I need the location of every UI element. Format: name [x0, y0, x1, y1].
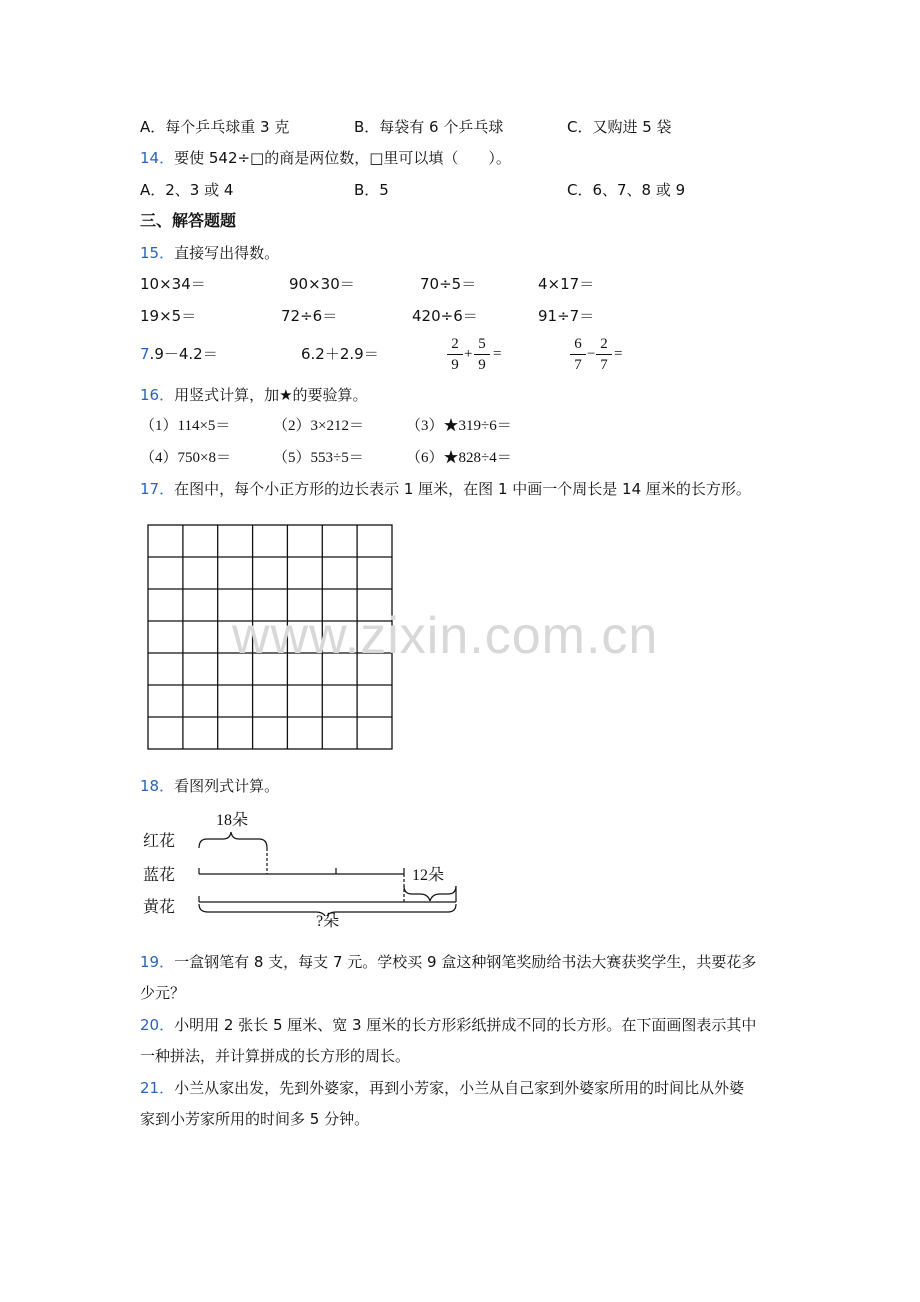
- calc-item: 19×5＝: [140, 307, 197, 325]
- fraction: [596, 336, 612, 373]
- calc-item: 91÷7＝: [538, 307, 595, 325]
- question-text: 看图列式计算。: [174, 777, 280, 795]
- calc-item: 10×34＝: [140, 275, 206, 293]
- equals: =: [493, 346, 502, 362]
- calc-item: 4×17＝: [538, 275, 595, 293]
- vertical-calc-item: （5）553÷5＝: [273, 450, 364, 466]
- fraction: [474, 336, 490, 373]
- question-20-cont: 一种拼法，并计算拼成的长方形的周长。: [140, 1047, 411, 1065]
- question-18: [140, 776, 279, 796]
- question-21-cont: 家到小芳家所用的时间多 5 分钟。: [140, 1110, 370, 1128]
- question-text-line1: 小明用 2 张长 5 厘米、宽 3 厘米的长方形彩纸拼成不同的长方形。在下面画图表示其中: [174, 1016, 757, 1034]
- question-19: [140, 952, 756, 972]
- calc-item: 70÷5＝: [420, 275, 477, 293]
- calc-item: 420÷6＝: [412, 307, 478, 325]
- question-16: [140, 385, 368, 405]
- question-21: [140, 1078, 744, 1098]
- yellow-count-label: ?朵: [316, 913, 340, 930]
- vertical-calc-item: （6）★828÷4＝: [406, 450, 512, 466]
- question-20: [140, 1015, 756, 1035]
- denominator: 9: [478, 357, 486, 373]
- fraction: [447, 336, 463, 373]
- denominator: 7: [600, 357, 608, 373]
- fraction: [570, 336, 586, 373]
- operator: −: [587, 346, 596, 362]
- numerator: 6: [574, 336, 582, 352]
- q14-option-b: B．5: [354, 181, 389, 199]
- equals: =: [614, 346, 623, 362]
- question-text: 直接写出得数。: [174, 244, 280, 262]
- extra-count-label: 12朵: [412, 867, 445, 884]
- question-number: 17．: [140, 480, 175, 498]
- question-number: 15．: [140, 244, 175, 262]
- numerator: 2: [600, 336, 608, 352]
- vertical-calc-item: （3）★319÷6＝: [406, 418, 512, 434]
- question-number: 19．: [140, 953, 175, 971]
- vertical-calc-item: （1）114×5＝: [140, 418, 231, 434]
- question-number: 21．: [140, 1079, 175, 1097]
- question-text-line1: 一盒钢笔有 8 支，每支 7 元。学校买 9 盒这种钢笔奖励给书法大赛获奖学生，共要花多: [174, 953, 757, 971]
- question-number: 14．: [140, 149, 175, 167]
- numerator: 5: [478, 336, 486, 352]
- q14-option-c: C．6、7、8 或 9: [567, 181, 686, 199]
- red-count-label: 18朵: [216, 812, 249, 829]
- calc-item: 90×30＝: [289, 275, 355, 293]
- calc-item: 72÷6＝: [281, 307, 338, 325]
- question-text: 在图中，每个小正方形的边长表示 1 厘米，在图 1 中画一个周长是 14 厘米的长方形。: [174, 480, 751, 498]
- vertical-calc-item: （4）750×8＝: [140, 450, 231, 466]
- question-17: [140, 479, 751, 499]
- operator: +: [464, 346, 473, 362]
- q13-option-c: C．又购进 5 袋: [567, 118, 672, 136]
- calc-first-digit: 7: [140, 345, 150, 363]
- question-number: 20．: [140, 1016, 175, 1034]
- denominator: 9: [451, 357, 459, 373]
- section-heading: 三、解答题题: [140, 211, 237, 230]
- label-red-flower: 红花: [143, 833, 176, 850]
- question-text: 用竖式计算，加★的要验算。: [174, 386, 368, 404]
- question-19-cont: 少元？: [140, 984, 186, 1002]
- q13-option-b: B．每袋有 6 个乒乓球: [354, 118, 504, 136]
- question-text: 要使 542÷□的商是两位数，□里可以填（ ）。: [174, 149, 511, 167]
- question-14: [140, 148, 511, 168]
- question-number: 16．: [140, 386, 175, 404]
- numerator: 2: [451, 336, 459, 352]
- calc-item: 6.2＋2.9＝: [301, 345, 379, 363]
- calc-rest: .9－4.2＝: [149, 345, 218, 363]
- line-segment-diagram: [190, 826, 470, 916]
- question-number: 18．: [140, 777, 175, 795]
- vertical-calc-item: （2）3×212＝: [273, 418, 364, 434]
- denominator: 7: [574, 357, 582, 373]
- question-15: [140, 243, 279, 263]
- label-blue-flower: 蓝花: [143, 867, 176, 884]
- q13-option-a: A．每个乒乓球重 3 克: [140, 118, 290, 136]
- q14-option-a: A．2、3 或 4: [140, 181, 234, 199]
- watermark: www.zixin.com.cn: [232, 607, 659, 665]
- question-text-line1: 小兰从家出发，先到外婆家，再到小芳家，小兰从自己家到外婆家所用的时间比从外婆: [174, 1079, 745, 1097]
- calc-item: [140, 344, 218, 364]
- label-yellow-flower: 黄花: [143, 899, 176, 916]
